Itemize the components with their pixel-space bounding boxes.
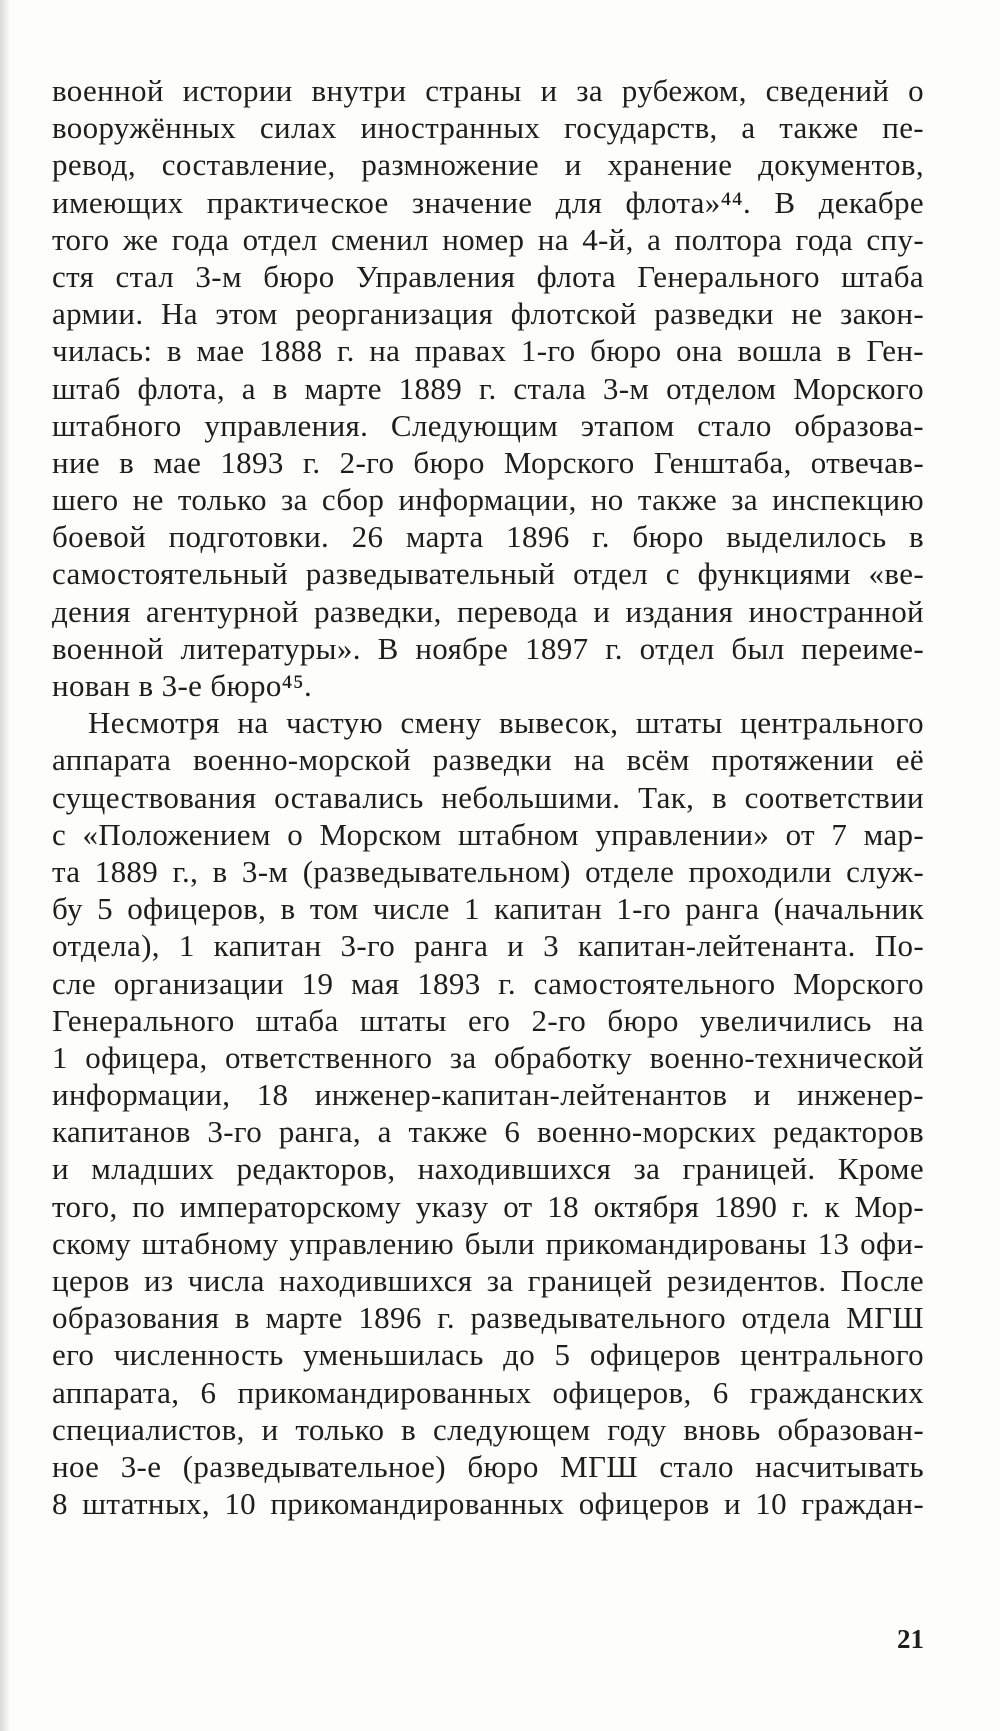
text-line: военной истории внутри страны и за рубежом, сведений о [52,73,924,108]
text-line: армии. На этом реорганизация флотской разведки не закон- [52,296,924,332]
text-line: 1 офицера, ответственного за обработку военно-технической [52,1039,924,1075]
text-line: сле организации 19 мая 1893 г. самостоятельного Морского [52,965,924,1001]
page-number: 21 [897,1624,924,1654]
text-line: церов из числа находившихся за границей резидентов. После [52,1263,924,1298]
text-line: Несмотря на частую смену вывесок, штаты центрального [88,705,924,741]
text-line: имеющих практическое значение для флота»⁴⁴. В декабре [52,184,924,220]
text-line: капитанов 3-го ранга, а также 6 военно-морских редакторов [52,1114,924,1150]
text-line: штабного управления. Следующим этапом стало образова- [52,407,924,443]
text-line: шего не только за сбор информации, но также за инспекцию [52,482,924,518]
text-line: ревод, составление, размножение и хранение документов, [52,147,924,183]
text-line: его численность уменьшилась до 5 офицеров центрального [52,1337,924,1373]
text-line: Генерального штаба штаты его 2-го бюро увеличились на [52,1002,924,1038]
text-line: 8 штатных, 10 прикомандированных офицеров и 10 граждан- [52,1486,924,1522]
text-line: отдела), 1 капитан 3-го ранга и 3 капитан-лейтенанта. По- [52,928,924,964]
text-line: та 1889 г., в 3-м (разведывательном) отделе проходили служ- [52,853,924,889]
text-line: самостоятельный разведывательный отдел с функциями «ве- [52,556,924,592]
text-line: бу 5 офицеров, в том числе 1 капитан 1-го ранга (начальник [52,891,924,927]
text-line: нован в 3-е бюро⁴⁵. [52,668,313,703]
text-line: специалистов, и только в следующем году вновь образован- [52,1411,924,1447]
text-line: существования оставались небольшими. Так, в соответствии [52,779,924,815]
text-line: ное 3-е (разведывательное) бюро МГШ стало насчитывать [52,1448,924,1484]
binding-shadow [0,0,10,1731]
text-line: и младших редакторов, находившихся за границей. Кроме [52,1151,924,1187]
text-line: образования в марте 1896 г. разведывательного отдела МГШ [52,1300,924,1336]
text-line: с «Положением о Морском штабном управлении» от 7 мар- [52,816,924,852]
text-line: боевой подготовки. 26 марта 1896 г. бюро выделилось в [52,519,924,555]
text-line: стя стал 3-м бюро Управления флота Генерального штаба [52,258,924,294]
text-line: того же года отдел сменил номер на 4-й, а полтора года спу- [52,221,924,257]
text-line: дения агентурной разведки, перевода и издания иностранной [52,593,924,629]
text-line: аппарата, 6 прикомандированных офицеров, 6 гражданских [52,1374,924,1410]
body-text [52,72,924,1522]
paragraph-1 [52,72,924,704]
text-line: военной литературы». В ноябре 1897 г. отдел был переиме- [52,630,924,666]
text-line: вооружённых силах иностранных государств, а также пе- [52,110,924,146]
text-line: ние в мае 1893 г. 2-го бюро Морского Генштаба, отвечав- [52,444,924,480]
text-line: аппарата военно-морской разведки на всём протяжении её [52,742,924,778]
text-line: штаб флота, а в марте 1889 г. стала 3-м отделом Морского [52,370,924,406]
text-line: скому штабному управлению были прикомандированы 13 офи- [52,1225,924,1261]
paragraph-2 [52,704,924,1522]
text-line: того, по императорскому указу от 18 октября 1890 г. к Мор- [52,1188,924,1224]
text-line: информации, 18 инженер-капитан-лейтенантов и инженер- [52,1077,924,1113]
text-line: чилась: в мае 1888 г. на правах 1-го бюро она вошла в Ген- [52,333,924,369]
